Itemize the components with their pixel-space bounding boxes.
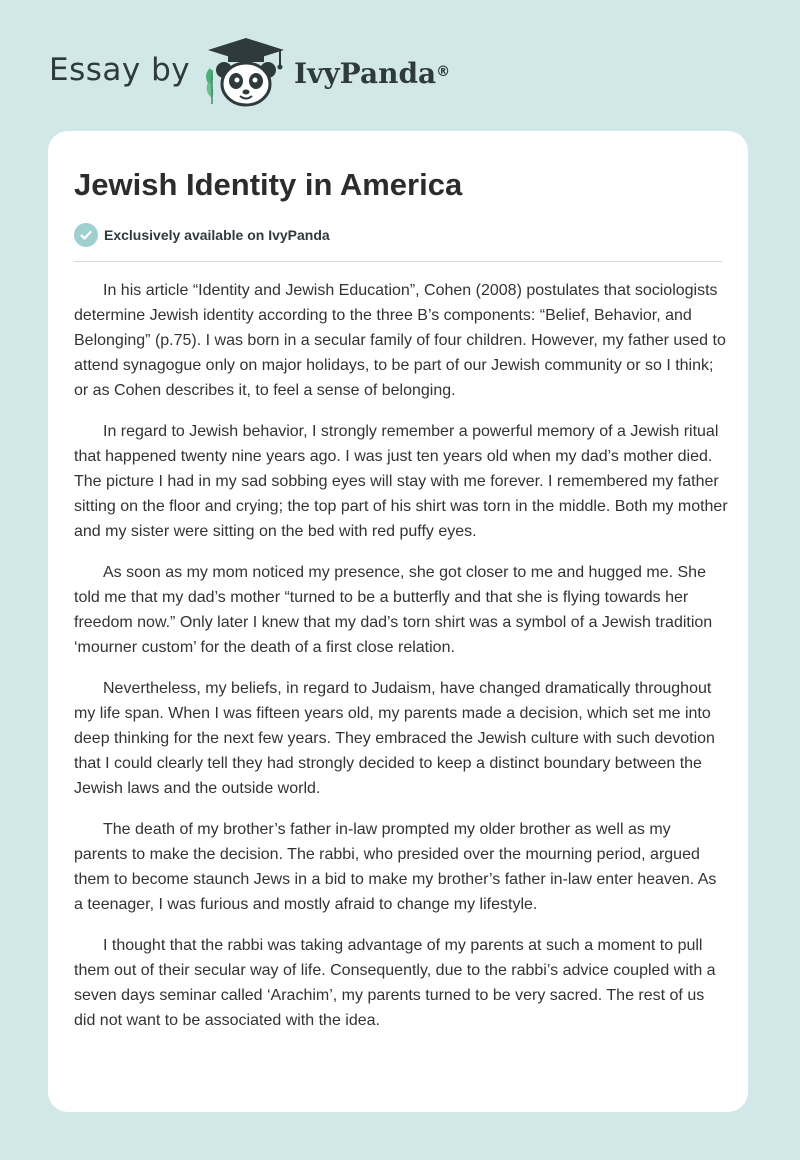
brand-name[interactable]: IvyPanda®: [294, 57, 451, 90]
panda-graduate-icon[interactable]: [200, 36, 292, 108]
paragraph: As soon as my mom noticed my presence, she got closer to me and hugged me. She told me that my dad’s mother “turned to be a butterfly and that she is flying towards her freedom now.” Only later I knew that my dad’s torn shirt was a symbol of a Jewish tradition ‘mourner custom’ for the death of a first close relation.: [74, 564, 713, 656]
check-circle-icon: [74, 223, 98, 247]
site-header: [0, 0, 800, 130]
brand-prefix: Essay by: [49, 52, 191, 88]
exclusive-badge: [74, 222, 330, 248]
paragraph: The death of my brother’s father in-law prompted my older brother as well as my parents to make the decision. The rabbi, who presided over the mourning period, argued them to become staunch Jews in a bid to make my brother’s father in-law enter heaven. As a teenager, I was furious and mostly afraid to change my lifestyle.: [74, 821, 717, 913]
essay-card: [48, 131, 748, 1112]
page-title: Jewish Identity in America: [74, 167, 463, 202]
essay-body: [74, 278, 728, 1049]
paragraph: Nevertheless, my beliefs, in regard to Judaism, have changed dramatically throughout my life span. When I was fifteen years old, my parents made a decision, which set me into deep thinking for the next few years. They embraced the Jewish culture with such devotion that I could clearly tell they had strongly decided to keep a distinct boundary between the Jewish laws and the outside world.: [74, 680, 715, 797]
paragraph: In regard to Jewish behavior, I strongly remember a powerful memory of a Jewish ritual that happened twenty nine years ago. I was just ten years old when my dad’s mother died. The picture I had in my sad sobbing eyes will stay with me forever. I remembered my father sitting on the floor and crying; the top part of his shirt was torn in the middle. Both my mother and my sister were sitting on the bed with red puffy eyes.: [74, 423, 728, 540]
badge-label: Exclusively available on IvyPanda: [104, 227, 330, 243]
divider: [74, 261, 722, 262]
trademark-symbol: ®: [436, 64, 451, 80]
paragraph: I thought that the rabbi was taking advantage of my parents at such a moment to pull them out of their secular way of life. Consequently, due to the rabbi’s advice coupled with a seven days seminar called ‘Arachim’, my parents turned to be very sacred. The rest of us did not want to be associated with the idea.: [74, 937, 716, 1029]
paragraph: In his article “Identity and Jewish Education”, Cohen (2008) postulates that sociologists determine Jewish identity according to the three B’s components: “Belief, Behavior, and Belonging” (p.75). I was born in a secular family of four children. However, my father used to attend synagogue only on major holidays, to be part of our Jewish community or so I think; or as Cohen describes it, to feel a sense of belonging.: [74, 282, 726, 399]
